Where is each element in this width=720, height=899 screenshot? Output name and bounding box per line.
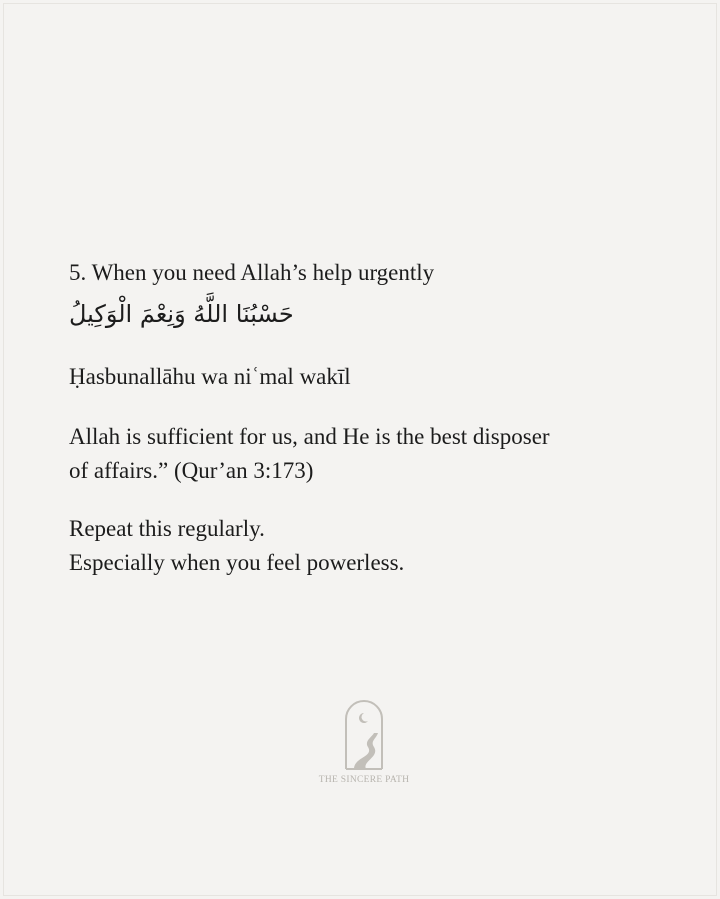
brand-logo bbox=[304, 699, 424, 785]
advice-line-2: Especially when you feel powerless. bbox=[69, 550, 405, 575]
advice bbox=[69, 512, 689, 580]
transliteration: Ḥasbunallāhu wa niʿmal wakīl bbox=[69, 364, 351, 389]
brand-name: THE SINCERE PATH bbox=[318, 775, 410, 785]
post-content bbox=[69, 256, 689, 580]
translation-line-1: Allah is sufficient for us, and He is the best disposer bbox=[69, 424, 550, 449]
dua-heading: 5. When you need Allah’s help urgently bbox=[69, 260, 435, 285]
translation-line-2: of affairs.” (Qur’an 3:173) bbox=[69, 458, 314, 483]
post-card bbox=[3, 3, 717, 896]
translation bbox=[69, 420, 669, 488]
arch-crescent-path-icon bbox=[344, 699, 384, 771]
arabic-dua: حَسْبُنَا اللَّهُ وَنِعْمَ الْوَكِيلُ bbox=[69, 300, 294, 328]
advice-line-1: Repeat this regularly. bbox=[69, 516, 265, 541]
